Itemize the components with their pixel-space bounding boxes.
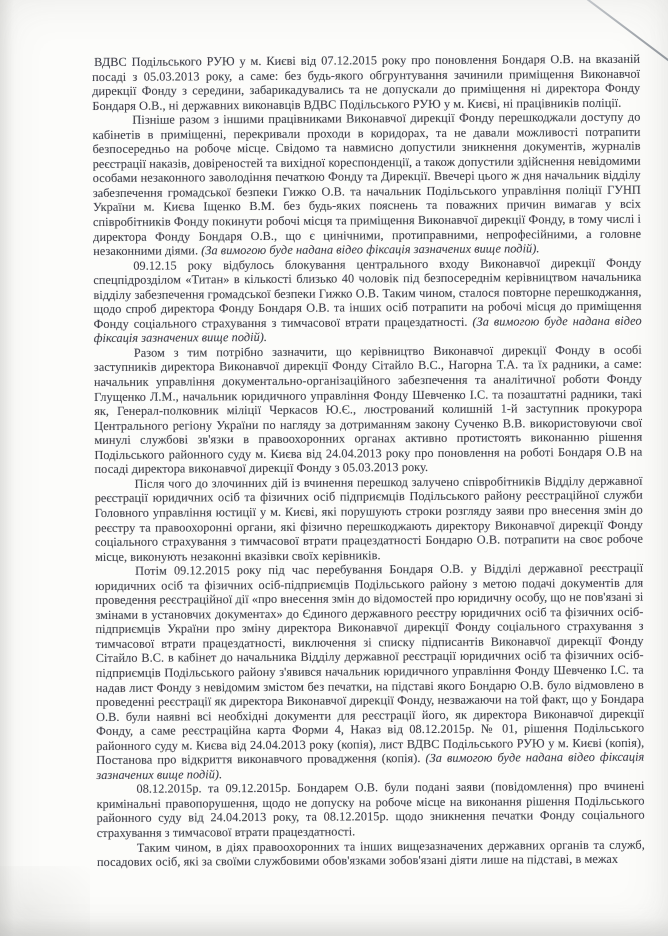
video-note-italic: (За вимогою буде надана відео фіксація зазначених вище подій).: [93, 313, 642, 346]
paragraph-text: Пізніше разом з іншими працівниками Виконавчої дирекції Фонду перешкоджали доступу до кабінетів в приміщенні, перекривали проходи в коридорах, та не давали можливості потрапити безпосередньо на робоче місце. Свідомо та навмисно допустили зникнення документів, журналів реєстрації наказів, довіреностей та вихідної кореспонденції, а також допустили здійснення невідомими особами незаконного заволодіння печаткою Фонду та Дирекції. Ввечері цього ж дня начальник відділу забезпечення громадської безпеки Гижко О.В. та начальник Подільського управління поліції ГУНП України м. Києва Іщенко В.М. без будь-яких пояснень та поважних причин вимагав у всіх співробітників Фонду покинути робочі місця та приміщення Виконавчої дирекції Фонду, в тому числі і директора Фонду Бондаря О.В., що є цинічними, протиправними, непрофесійними, а головне незаконними діями.: [92, 109, 642, 259]
paragraph-text: 08.12.2015р. та 09.12.2015р. Бондарем О.В. були подані заяви (повідомлення) про вчинені кримінальні правопорушення, щодо не допуску на робоче місце на виконання рішення Подільського районного суду від 24.04.2013 року, та 08.12.2015р. щодо зникнення печатки Фонду соціального страхування з тимчасової втрати працездатності.: [96, 778, 645, 840]
paragraph: [95, 561, 644, 783]
paragraph: [97, 837, 645, 869]
paragraph-text: Після чого до злочинних дій із вчинення перешкод залучено співробітників Відділу державної реєстрації юридичних осіб та фізичних осіб підприємців Подільського району реєстраційної служби Головного управління юстиції у м. Києві, які порушують строки розгляду заяви про внесення змін до реєстру та правоохоронні органи, які фізично перешкоджають директору Виконавчої дирекції Фонду соціального страхування з тимчасової втрати працездатності Бондарю О.В. потрапити на своє робоче місце, виконують незаконні вказівки своїх керівників.: [94, 473, 644, 564]
paragraph-text: 09.12.15 року відбулось блокування центрального входу Виконавчої дирекції Фонду спецпідрозділом «Титан» в кількості близько 40 чоловік під безпосереднім керівництвом начальника відділу забезпечення громадської безпеки Гижко О.В. Таким чином, сталося повторне перешкоджання, щодо спроб директора Фонду Бондаря О.В. та інших осіб потрапити на робочі місця до приміщення Фонду соціального страхування з тимчасової втрати працездатності.: [93, 255, 642, 331]
paragraph: [96, 779, 644, 841]
paragraph: [94, 343, 643, 477]
scan-edge-shading-bottom: [0, 918, 668, 936]
scan-edge-shading-left: [0, 0, 14, 936]
document-text-block: [92, 52, 645, 870]
paragraph: [93, 255, 642, 346]
video-note-italic: (За вимогою буде надана відео фіксація зазначених вище подій).: [201, 241, 540, 258]
paragraph: [92, 52, 640, 114]
video-note-italic: (За вимогою буде надана відео фіксація зазначених вище подій).: [96, 749, 645, 782]
paragraph-text: ВДВС Подільського РУЮ у м. Києві від 07.12.2015 року про поновлення Бондаря О.В. на вказаній посаді з 05.03.2013 року, а саме: без будь-якого обгрунтування зачинили приміщення Виконавчої дирекції Фонду з середини, забарикадувались та не допускали до приміщення ні директора Фонду Бондаря О.В., ні державних виконавців ВДВС Подільського РУЮ у м. Києві, ні працівників поліції.: [92, 51, 641, 113]
scan-smudge: [0, 866, 90, 936]
paragraph-text: Разом з тим потрібно зазначити, що керівництво Виконавчої дирекції Фонду в особі заступників директора Виконавчої дирекції Фонду Сітайло В.С., Нагорна Т.А. та їх радники, а саме: начальник управління документально-організаційного забезпечення та аналітичної роботи Фонду Глущенко Л.М., начальник юридичного управління Фонду Шевченко І.С. та позаштатні радники, такі як, Генерал-полковник міліції Черкасов Ю.Є., люстрований колишній 1-й заступник прокурора Центрального регіону України по нагляду за дотриманням закону Сученко В.В. використовуючи свої минулі службові зв'язки в правоохоронних органах активно протистоять виконанню рішення Подільського районного суду м. Києва від 24.04.2013 року про поновлення на роботі Бондаря О.В на посаді директора виконавчої дирекції Фонду з 05.03.2013 року.: [93, 342, 643, 477]
paragraph-text: Потім 09.12.2015 року під час перебування Бондаря О.В. у Відділі державної реєстрації юридичних осіб та фізичних осіб-підприємців Подільського району з метою подачі документів для проведення реєстраційної дії «про внесення змін до відомостей про юридичну особу, що не пов'язані зі змінами в установчих документах» до Єдиного державного реєстру юридичних осіб та фізичних осіб-підприємців України про зміну директора Виконавчої дирекції Фонду соціального страхування з тимчасової втрати працездатності, виключення зі списку підписантів Виконавчої дирекції Фонду Сітайло В.С. в кабінет до начальника Відділу державної реєстрації юридичних осіб та фізичних осіб-підприємців Подільського району з'явився начальник юридичного управління Фонду Шевченко І.С. та надав лист Фонду з невідомим змістом без печатки, на підставі якого Бондарю О.В. було відмовлено в проведенні реєстрації як директора Виконавчої дирекції Фонду, незважаючи на той факт, що у Бондара О.В. були наявні всі необхідні документи для реєстрації його, як директора Виконавчої дирекції Фонду, а саме реєстраційна карта Форми 4, Наказ від 08.12.2015р. № 01, рішення Подільського районного суду м. Києва від 24.04.2013 року (копія), лист ВДВС Подільського РУЮ у м. Києві (копія), Постанова про відкриття виконавчого провадження (копія).: [95, 560, 645, 768]
paragraph: [92, 110, 641, 259]
paragraph-text: Таким чином, в діях правоохоронних та інших вищезазначених державних органів та служб, посадових осіб, які за своїми службовими обов'язками зобов'язані діяти лише на підставі, в межах: [96, 837, 645, 870]
paragraph: [95, 474, 644, 565]
